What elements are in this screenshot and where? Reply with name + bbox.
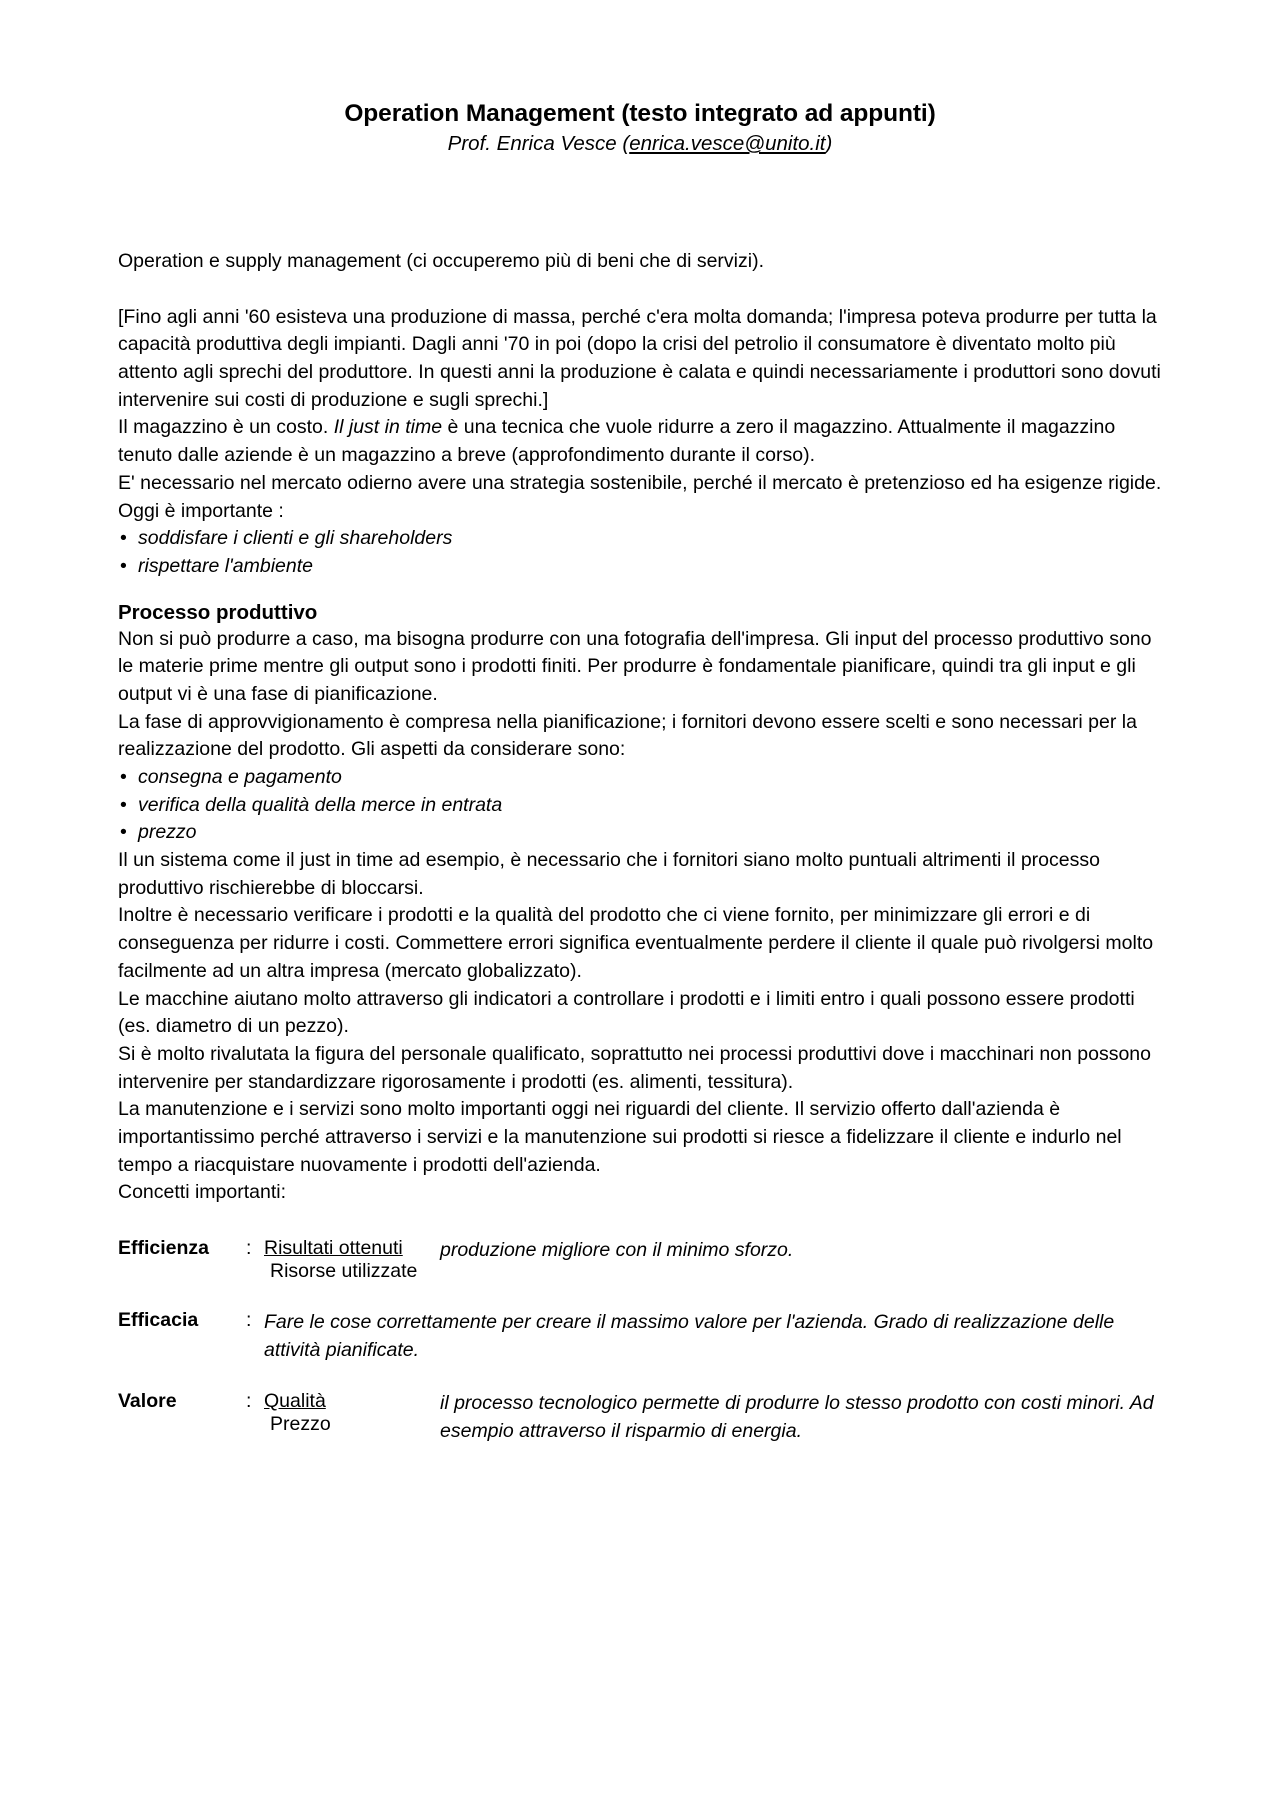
page-title: Operation Management (testo integrato ad appunti) [344, 100, 936, 127]
magazzino-text-pre: Il magazzino è un costo. [118, 416, 334, 439]
processo-paragraph-2: La fase di approvvigionamento è compresa nella pianificazione; i fornitori devono essere scelti e sono necessari per la realizzazione del prodotto. Gli aspetti da considerare sono: [118, 710, 1137, 761]
processo-paragraph-4: Inoltre è necessario verificare i prodotti e la qualità del prodotto che ci viene fornito, per minimizzare gli errori e di conseguenza per ridurre i costi. Commettere errori significa eventualmente perdere il cliente il quale può rivolgersi molto facilmente ad un altra impresa (mercato globalizzato). [118, 904, 1154, 982]
definition-fraction-denominator: Prezzo [270, 1413, 331, 1436]
definition-fraction [264, 1237, 440, 1283]
definition-description-line-2: Grado di realizzazione delle attività pianificate. [264, 1311, 1115, 1361]
definition-colon: : [246, 1237, 252, 1259]
list-item: • consegna e pagamento [118, 764, 1162, 792]
intro-paragraph: Operation e supply management (ci occuperemo più di beni che di servizi). [118, 250, 764, 272]
definition-description-line-1: il processo tecnologico permette di produrre lo stesso prodotto con [440, 1392, 1016, 1415]
definition-description [440, 1237, 1162, 1265]
magazzino-text-post: è una tecnica che vuole ridurre a zero il magazzino. Attualmente il magazzino tenuto dalle aziende è un magazzino a breve (approfondimento durante il corso). [118, 416, 1116, 467]
list-item: • soddisfare i clienti e gli shareholders [118, 525, 1162, 553]
author-suffix: ) [825, 132, 833, 155]
definition-description [440, 1390, 1162, 1445]
definition-term: Efficacia [118, 1309, 199, 1331]
document-body [118, 248, 1162, 1446]
definition-colon: : [246, 1309, 252, 1331]
processo-paragraph-6: Si è molto rivalutata la figura del personale qualificato, soprattutto nei processi produttivi dove i macchinari non possono intervenire per standardizzare rigorosamente i prodotti (es. alimenti, tessitura). [118, 1042, 1151, 1093]
definition-description-line-1: Fare le cose correttamente per creare il massimo valore per l'azienda. [264, 1311, 869, 1333]
processo-paragraph-1: Non si può produrre a caso, ma bisogna produrre con una fotografia dell'impresa. Gli input del processo produttivo sono le materie prime mentre gli output sono i prodotti finiti. Per produrre è fondamentale pianificare, quindi tra gli input e gli output vi è una fase di pianificazione. [118, 627, 1152, 705]
definition-term: Valore [118, 1390, 177, 1413]
magazzino-paragraph [118, 414, 1162, 469]
processo-paragraph-5: Le macchine aiutano molto attraverso gli indicatori a controllare i prodotti e i limiti entro i quali possono essere prodotti (es. diametro di un pezzo). [118, 987, 1135, 1038]
oggi-label: Oggi è importante : [118, 499, 284, 522]
author-email-link[interactable]: enrica.vesce@unito.it [629, 132, 826, 155]
author-prefix: Prof. Enrica Vesce ( [447, 132, 630, 155]
just-in-time-term: Il just in time [333, 416, 443, 439]
definitions-list [118, 1237, 1162, 1446]
concetti-label: Concetti importanti: [118, 1181, 286, 1204]
mercato-paragraph: E' necessario nel mercato odierno avere una strategia sostenibile, perché il mercato è pretenzioso ed ha esigenze rigide. [118, 471, 1162, 494]
definition-row-efficacia [118, 1309, 1162, 1364]
author-line [118, 132, 1162, 156]
list-item: • rispettare l'ambiente [118, 553, 1162, 581]
processo-paragraph-7: La manutenzione e i servizi sono molto importanti oggi nei riguardi del cliente. Il servizio offerto dall'azienda è importantissimo perché attraverso i servizi e la manutenzione sui prodotti si riesce a fidelizzare il cliente e indurlo nel tempo a riacquistare nuovamente i prodotti dell'azienda. [118, 1098, 1122, 1176]
definition-fraction-denominator: Risorse utilizzate [270, 1260, 418, 1282]
definition-row-valore [118, 1390, 1162, 1445]
definition-fraction-numerator: Qualità [264, 1390, 326, 1413]
oggi-bullet-list [118, 525, 1162, 580]
aspetti-bullet-list [118, 764, 1162, 847]
list-item: • prezzo [118, 819, 1162, 847]
definition-fraction-numerator: Risultati ottenuti [264, 1237, 403, 1259]
definition-term: Efficienza [118, 1237, 210, 1259]
list-item: • verifica della qualità della merce in entrata [118, 792, 1162, 820]
definition-row-efficienza [118, 1237, 1162, 1283]
definition-colon: : [246, 1390, 252, 1413]
definition-description [264, 1309, 1162, 1364]
section-heading-processo-produttivo: Processo produttivo [118, 600, 318, 624]
definition-description-line-1: produzione migliore con il minimo sforzo. [440, 1239, 794, 1261]
processo-paragraph-3: Il un sistema come il just in time ad esempio, è necessario che i fornitori siano molto puntuali altrimenti il processo produttivo rischierebbe di bloccarsi. [118, 849, 1100, 899]
history-paragraph: [Fino agli anni '60 esisteva una produzione di massa, perché c'era molta domanda; l'impresa poteva produrre per tutta la capacità produttiva degli impianti. Dagli anni '70 in poi (dopo la crisi del petrolio il consumatore è diventato molto più attento agli sprechi del produttore. In questi anni la produzione è calata e quindi necessariamente i produttori sono dovuti intervenire sui costi di produzione e sugli sprechi.] [118, 305, 1161, 411]
definition-description-line-2: costi minori. Ad esempio attraverso il risparmio di energia. [440, 1392, 1154, 1443]
definition-fraction [264, 1390, 440, 1436]
